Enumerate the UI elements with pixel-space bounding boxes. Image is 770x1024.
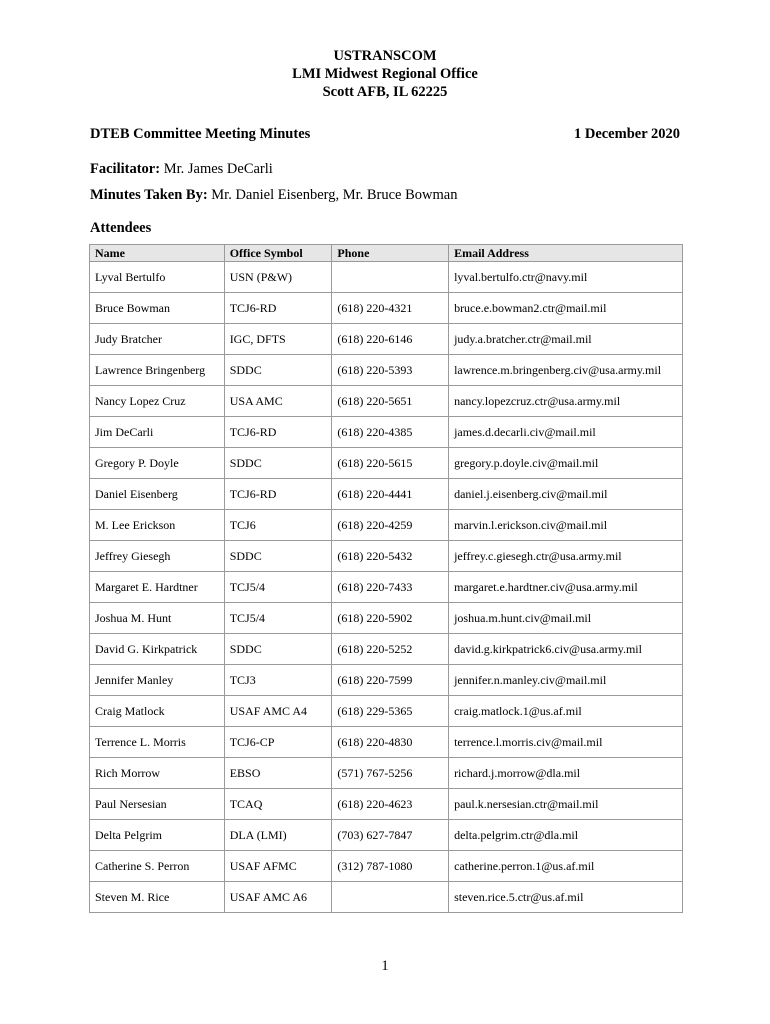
- column-header-email: Email Address: [449, 245, 683, 262]
- cell-office-symbol: SDDC: [224, 541, 332, 572]
- attendees-table: [89, 244, 683, 913]
- cell-email: bruce.e.bowman2.ctr@mail.mil: [449, 293, 683, 324]
- cell-office-symbol: DLA (LMI): [224, 820, 332, 851]
- cell-phone: (618) 220-6146: [332, 324, 449, 355]
- table-row: [90, 882, 683, 913]
- cell-email: judy.a.bratcher.ctr@mail.mil: [449, 324, 683, 355]
- cell-name: Jeffrey Giesegh: [90, 541, 225, 572]
- cell-name: Jennifer Manley: [90, 665, 225, 696]
- cell-name: Rich Morrow: [90, 758, 225, 789]
- cell-email: terrence.l.morris.civ@mail.mil: [449, 727, 683, 758]
- cell-name: Margaret E. Hardtner: [90, 572, 225, 603]
- table-row: [90, 479, 683, 510]
- cell-phone: [332, 882, 449, 913]
- cell-email: david.g.kirkpatrick6.civ@usa.army.mil: [449, 634, 683, 665]
- cell-phone: (618) 220-5252: [332, 634, 449, 665]
- minutes-taken-line: [90, 187, 457, 204]
- cell-office-symbol: USAF AFMC: [224, 851, 332, 882]
- cell-phone: (618) 220-7433: [332, 572, 449, 603]
- cell-email: jennifer.n.manley.civ@mail.mil: [449, 665, 683, 696]
- cell-phone: (571) 767-5256: [332, 758, 449, 789]
- cell-phone: (618) 220-4623: [332, 789, 449, 820]
- cell-name: Daniel Eisenberg: [90, 479, 225, 510]
- table-row: [90, 820, 683, 851]
- meeting-title: DTEB Committee Meeting Minutes: [90, 126, 311, 142]
- cell-email: lawrence.m.bringenberg.civ@usa.army.mil: [449, 355, 683, 386]
- cell-name: Bruce Bowman: [90, 293, 225, 324]
- table-row: [90, 696, 683, 727]
- cell-email: richard.j.morrow@dla.mil: [449, 758, 683, 789]
- cell-office-symbol: USN (P&W): [224, 262, 332, 293]
- cell-phone: (618) 220-5432: [332, 541, 449, 572]
- cell-phone: (618) 220-4259: [332, 510, 449, 541]
- table-row: [90, 634, 683, 665]
- cell-email: steven.rice.5.ctr@us.af.mil: [449, 882, 683, 913]
- cell-office-symbol: USAF AMC A4: [224, 696, 332, 727]
- table-row: [90, 789, 683, 820]
- cell-office-symbol: TCJ6-CP: [224, 727, 332, 758]
- cell-phone: (618) 220-5651: [332, 386, 449, 417]
- cell-office-symbol: EBSO: [224, 758, 332, 789]
- facilitator-line: [90, 161, 273, 178]
- cell-email: james.d.decarli.civ@mail.mil: [449, 417, 683, 448]
- cell-office-symbol: TCJ6-RD: [224, 417, 332, 448]
- cell-name: M. Lee Erickson: [90, 510, 225, 541]
- table-row: [90, 510, 683, 541]
- cell-name: David G. Kirkpatrick: [90, 634, 225, 665]
- cell-phone: (312) 787-1080: [332, 851, 449, 882]
- cell-email: catherine.perron.1@us.af.mil: [449, 851, 683, 882]
- cell-office-symbol: SDDC: [224, 355, 332, 386]
- table-row: [90, 386, 683, 417]
- cell-phone: (618) 229-5365: [332, 696, 449, 727]
- cell-office-symbol: TCJ6-RD: [224, 293, 332, 324]
- table-row: [90, 262, 683, 293]
- column-header-name: Name: [90, 245, 225, 262]
- cell-office-symbol: TCJ5/4: [224, 603, 332, 634]
- table-row: [90, 417, 683, 448]
- table-row: [90, 572, 683, 603]
- table-row: [90, 727, 683, 758]
- table-row: [90, 541, 683, 572]
- cell-phone: (618) 220-7599: [332, 665, 449, 696]
- cell-name: Gregory P. Doyle: [90, 448, 225, 479]
- cell-name: Judy Bratcher: [90, 324, 225, 355]
- header-org: USTRANSCOM: [333, 48, 437, 64]
- cell-office-symbol: USAF AMC A6: [224, 882, 332, 913]
- cell-phone: (618) 220-5393: [332, 355, 449, 386]
- cell-phone: (703) 627-7847: [332, 820, 449, 851]
- header-location: Scott AFB, IL 62225: [322, 84, 448, 100]
- cell-name: Steven M. Rice: [90, 882, 225, 913]
- column-header-phone: Phone: [332, 245, 449, 262]
- cell-phone: (618) 220-4441: [332, 479, 449, 510]
- table-row: [90, 851, 683, 882]
- cell-office-symbol: TCJ6: [224, 510, 332, 541]
- cell-name: Nancy Lopez Cruz: [90, 386, 225, 417]
- cell-name: Catherine S. Perron: [90, 851, 225, 882]
- cell-office-symbol: TCJ5/4: [224, 572, 332, 603]
- cell-email: marvin.l.erickson.civ@mail.mil: [449, 510, 683, 541]
- table-header-row: [90, 245, 683, 262]
- cell-email: delta.pelgrim.ctr@dla.mil: [449, 820, 683, 851]
- cell-email: lyval.bertulfo.ctr@navy.mil: [449, 262, 683, 293]
- cell-name: Lyval Bertulfo: [90, 262, 225, 293]
- cell-name: Paul Nersesian: [90, 789, 225, 820]
- cell-email: daniel.j.eisenberg.civ@mail.mil: [449, 479, 683, 510]
- cell-name: Terrence L. Morris: [90, 727, 225, 758]
- attendees-table-body: [90, 262, 683, 913]
- cell-phone: (618) 220-4830: [332, 727, 449, 758]
- document-header: [0, 47, 770, 101]
- cell-office-symbol: USA AMC: [224, 386, 332, 417]
- cell-email: gregory.p.doyle.civ@mail.mil: [449, 448, 683, 479]
- facilitator-label: Facilitator:: [90, 161, 161, 177]
- cell-email: jeffrey.c.giesegh.ctr@usa.army.mil: [449, 541, 683, 572]
- cell-name: Delta Pelgrim: [90, 820, 225, 851]
- page-number: 1: [381, 958, 389, 974]
- cell-phone: [332, 262, 449, 293]
- header-office: LMI Midwest Regional Office: [292, 66, 478, 82]
- minutes-label: Minutes Taken By:: [90, 187, 208, 203]
- cell-name: Craig Matlock: [90, 696, 225, 727]
- cell-email: nancy.lopezcruz.ctr@usa.army.mil: [449, 386, 683, 417]
- cell-phone: (618) 220-4385: [332, 417, 449, 448]
- cell-email: margaret.e.hardtner.civ@usa.army.mil: [449, 572, 683, 603]
- cell-email: craig.matlock.1@us.af.mil: [449, 696, 683, 727]
- table-row: [90, 603, 683, 634]
- table-row: [90, 758, 683, 789]
- meeting-title-row: [90, 126, 680, 143]
- cell-office-symbol: SDDC: [224, 448, 332, 479]
- cell-name: Joshua M. Hunt: [90, 603, 225, 634]
- cell-office-symbol: TCAQ: [224, 789, 332, 820]
- cell-name: Jim DeCarli: [90, 417, 225, 448]
- table-row: [90, 448, 683, 479]
- cell-phone: (618) 220-5902: [332, 603, 449, 634]
- cell-phone: (618) 220-5615: [332, 448, 449, 479]
- table-row: [90, 355, 683, 386]
- cell-office-symbol: TCJ6-RD: [224, 479, 332, 510]
- table-row: [90, 293, 683, 324]
- table-row: [90, 665, 683, 696]
- meeting-date: 1 December 2020: [573, 126, 680, 142]
- cell-office-symbol: IGC, DFTS: [224, 324, 332, 355]
- minutes-value: Mr. Daniel Eisenberg, Mr. Bruce Bowman: [207, 187, 458, 203]
- table-row: [90, 324, 683, 355]
- cell-phone: (618) 220-4321: [332, 293, 449, 324]
- cell-office-symbol: SDDC: [224, 634, 332, 665]
- cell-office-symbol: TCJ3: [224, 665, 332, 696]
- column-header-office-symbol: Office Symbol: [224, 245, 332, 262]
- facilitator-value: Mr. James DeCarli: [160, 161, 273, 177]
- cell-email: joshua.m.hunt.civ@mail.mil: [449, 603, 683, 634]
- cell-email: paul.k.nersesian.ctr@mail.mil: [449, 789, 683, 820]
- cell-name: Lawrence Bringenberg: [90, 355, 225, 386]
- attendees-heading: Attendees: [90, 220, 152, 236]
